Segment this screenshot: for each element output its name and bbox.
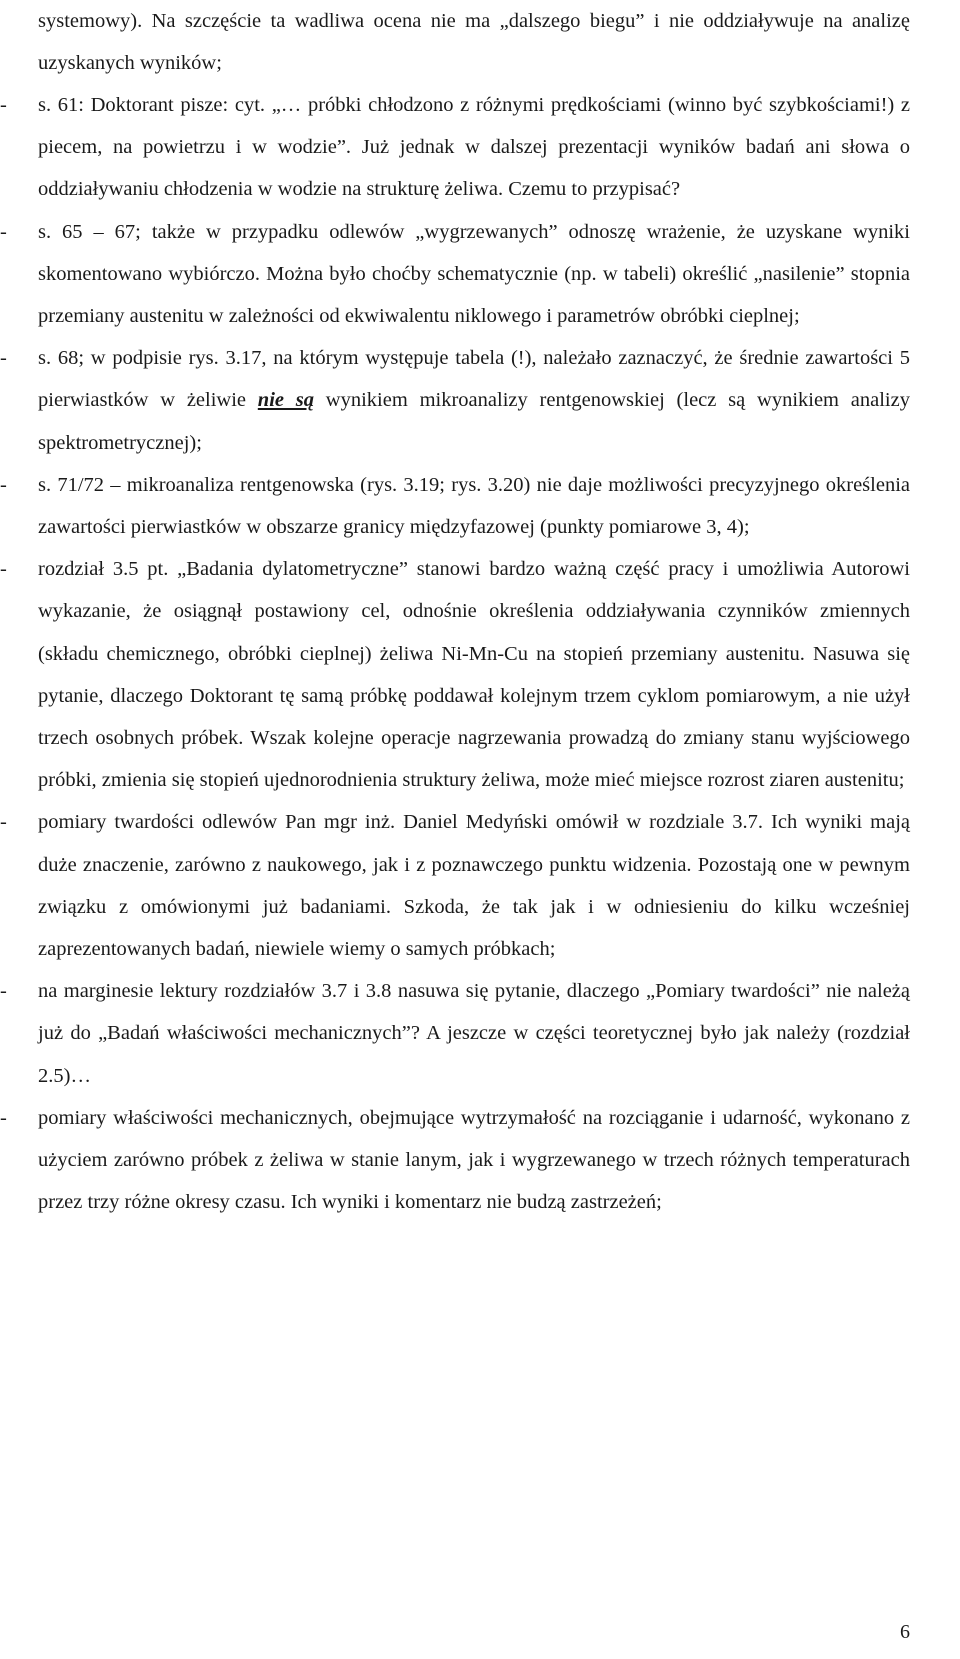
page-number: 6 <box>900 1621 910 1643</box>
list-item <box>0 84 910 211</box>
list-dash: - <box>0 347 7 370</box>
list-dash: - <box>0 558 7 581</box>
list-item <box>0 801 910 970</box>
list-item <box>0 548 910 801</box>
list-item-text: rozdział 3.5 pt. „Badania dylatometryczne” stanowi bardzo ważną część pracy i umożliwia Autorowi wykazanie, że osiągnął postawiony cel, odnośnie określenia oddziaływania czynników zmiennych (składu chemicznego, obróbki cieplnej) żeliwa Ni-Mn-Cu na stopień przemiany austenitu. Nasuwa się pytanie, dlaczego Doktorant tę samą próbkę poddawał kolejnym trzem cyklom pomiarowym, a nie użył trzech osobnych próbek. Wszak kolejne operacje nagrzewania prowadzą do zmiany stanu wyjściowego próbki, zmienia się stopień ujednorodnienia struktury żeliwa, może mieć miejsce rozrost ziaren austenitu; <box>38 558 910 792</box>
list-item-text: s. 61: Doktorant pisze: cyt. „… próbki chłodzono z różnymi prędkościami (winno być szybkościami!) z piecem, na powietrzu i w wodzie”. Już jednak w dalszej prezentacji wyników badań ani słowa o oddziaływaniu chłodzenia w wodzie na strukturę żeliwa. Czemu to przypisać? <box>38 94 910 201</box>
list-item-text: pomiary właściwości mechanicznych, obejmujące wytrzymałość na rozciąganie i udarność, wykonano z użyciem zarówno próbek z żeliwa w stanie lanym, jak i wygrzewanego w trzech różnych temperaturach przez trzy różne okresy czasu. Ich wyniki i komentarz nie budzą zastrzeżeń; <box>38 1106 910 1214</box>
continuation-paragraph: systemowy). Na szczęście ta wadliwa ocena nie ma „dalszego biegu” i nie oddziaływuje na analizę uzyskanych wyników; <box>38 10 910 74</box>
list-item-text: s. 65 – 67; także w przypadku odlewów „wygrzewanych” odnoszę wrażenie, że uzyskane wyniki skomentowano wybiórczo. Można było choćby schematycznie (np. w tabeli) określić „nasilenie” stopnia przemiany austenitu w zależności od ekwiwalentu niklowego i parametrów obróbki cieplnej; <box>38 220 910 328</box>
remarks-list <box>0 84 960 1223</box>
list-item-text: pomiary twardości odlewów Pan mgr inż. Daniel Medyński omówił w rozdziale 3.7. Ich wyniki mają duże znaczenie, zarówno z naukowego, jak i z poznawczego punktu widzenia. Pozostają one w pewnym związku z omówionymi już badaniami. Szkoda, że tak jak i w odniesieniu do kilku wcześniej zaprezentowanych badań, niewiele wiemy o samych próbkach; <box>38 811 910 961</box>
list-item <box>0 464 910 548</box>
list-item <box>0 211 910 338</box>
list-dash: - <box>0 94 7 116</box>
list-item-text-before: s. 68; w podpisie rys. 3.17, na którym występuje tabela (!), należało zaznaczyć, że średnie zawartości 5 pierwiastków w żeliwie <box>38 347 910 412</box>
list-item <box>0 1097 910 1224</box>
list-dash: - <box>0 811 7 834</box>
list-item-text: s. 71/72 – mikroanaliza rentgenowska (rys. 3.19; rys. 3.20) nie daje możliwości precyzyjnego określenia zawartości pierwiastków w obszarze granicy międzyfazowej (punkty pomiarowe 3, 4); <box>38 473 910 539</box>
list-item-text: na marginesie lektury rozdziałów 3.7 i 3.8 nasuwa się pytanie, dlaczego „Pomiary twardości” nie należą już do „Badań właściwości mechanicznych”? A jeszcze w części teoretycznej było jak należy (rozdział 2.5)… <box>38 980 910 1087</box>
list-item <box>0 337 910 464</box>
list-item <box>0 970 910 1097</box>
list-dash: - <box>0 1106 7 1129</box>
list-dash: - <box>0 220 7 243</box>
list-item-text-after: wynikiem mikroanalizy rentgenowskiej (lecz są wynikiem analizy spektrometrycznej); <box>38 389 910 454</box>
emphasized-phrase: nie są <box>257 389 315 412</box>
list-dash: - <box>0 980 7 1003</box>
list-dash: - <box>0 473 7 496</box>
